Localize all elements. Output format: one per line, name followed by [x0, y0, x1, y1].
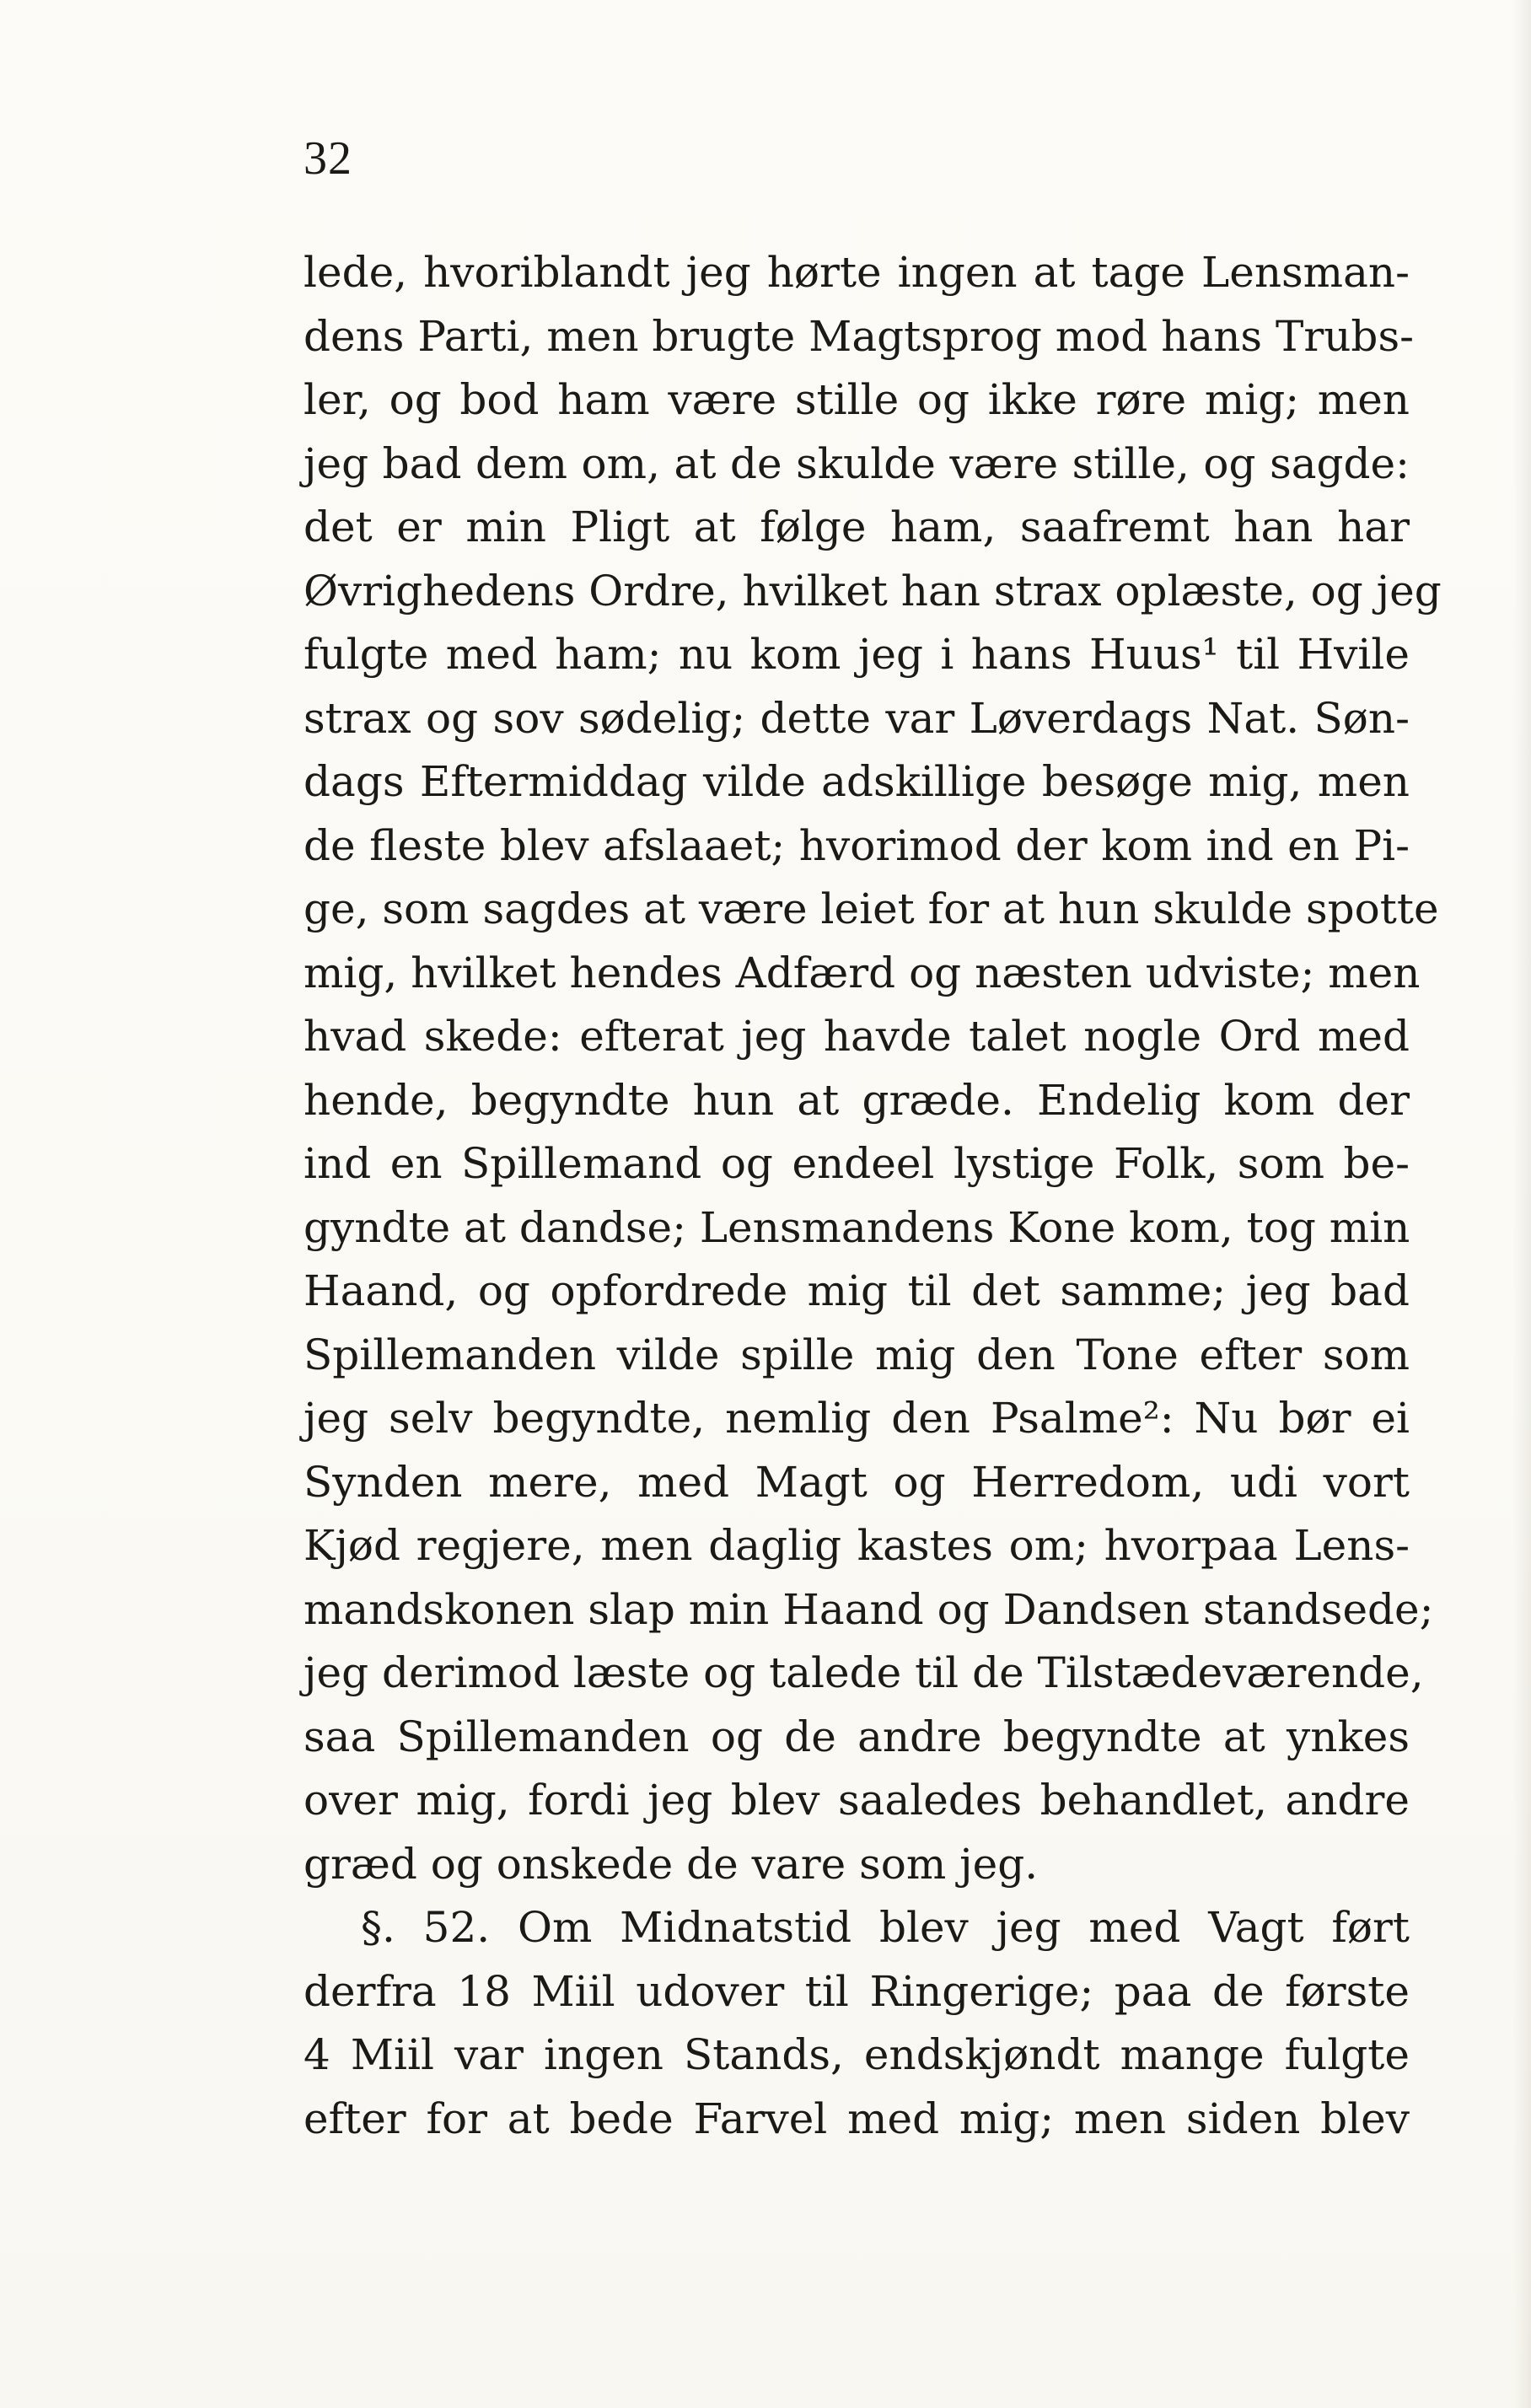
- text-line: 4 Miil var ingen Stands, endskjøndt mange fulgte: [304, 2030, 1410, 2079]
- text-line: Spillemanden vilde spille mig den Tone efter som: [304, 1330, 1410, 1379]
- text-line: mandskonen slap min Haand og Dandsen standsede;: [304, 1584, 1434, 1634]
- text-line: dens Parti, men brugte Magtsprog mod hans Trubs-: [304, 311, 1414, 361]
- text-line: jeg selv begyndte, nemlig den Psalme²: Nu bør ei: [304, 1394, 1410, 1443]
- text-line: mig, hvilket hendes Adfærd og næsten udviste; men: [304, 948, 1421, 997]
- text-line: fulgte med ham; nu kom jeg i hans Huus¹ til Hvile: [304, 630, 1410, 679]
- text-line: ge, som sagdes at være leiet for at hun skulde spotte: [304, 884, 1439, 933]
- text-line: lede, hvoriblandt jeg hørte ingen at tage Lensman-: [304, 248, 1410, 297]
- text-line: gyndte at dandse; Lensmandens Kone kom, tog min: [304, 1202, 1410, 1252]
- page-edge-shadow: [1512, 0, 1531, 2408]
- section-heading-line: §. 52. Om Midnatstid blev jeg med Vagt ført: [361, 1903, 1410, 1952]
- text-line: Kjød regjere, men daglig kastes om; hvorpaa Lens-: [304, 1521, 1410, 1570]
- text-line: strax og sov sødelig; dette var Løverdags Nat. Søn-: [304, 693, 1410, 743]
- text-line: over mig, fordi jeg blev saaledes behandlet, andre: [304, 1776, 1410, 1825]
- text-line: Synden mere, med Magt og Herredom, udi vort: [304, 1457, 1410, 1507]
- text-line: jeg bad dem om, at de skulde være stille, og sagde:: [304, 438, 1410, 488]
- text-line: dags Eftermiddag vilde adskillige besøge mig, men: [304, 757, 1410, 806]
- text-line: saa Spillemanden og de andre begyndte at ynkes: [304, 1712, 1410, 1761]
- text-line: de fleste blev afslaaet; hvorimod der kom ind en Pi-: [304, 820, 1410, 870]
- text-line: derfra 18 Miil udover til Ringerige; paa de første: [304, 1966, 1410, 2016]
- page-number: 32: [304, 132, 352, 185]
- text-line: jeg derimod læste og talede til de Tilstædeværende,: [304, 1648, 1424, 1697]
- text-line: ind en Spillemand og endeel lystige Folk, som be-: [304, 1139, 1410, 1188]
- text-line: efter for at bede Farvel med mig; men siden blev: [304, 2094, 1410, 2143]
- text-line: ler, og bod ham være stille og ikke røre mig; men: [304, 375, 1410, 424]
- text-line: hvad skede: efterat jeg havde talet nogle Ord med: [304, 1012, 1410, 1061]
- text-line: Haand, og opfordrede mig til det samme; jeg bad: [304, 1266, 1410, 1315]
- text-line: det er min Pligt at følge ham, saafremt han har: [304, 503, 1410, 551]
- text-line: Øvrighedens Ordre, hvilket han strax oplæste, og jeg: [304, 566, 1442, 615]
- body-text: [304, 241, 1442, 2151]
- text-line: græd og onskede de vare som jeg.: [304, 1839, 1039, 1889]
- text-line: hende, begyndte hun at græde. Endelig kom der: [304, 1075, 1410, 1125]
